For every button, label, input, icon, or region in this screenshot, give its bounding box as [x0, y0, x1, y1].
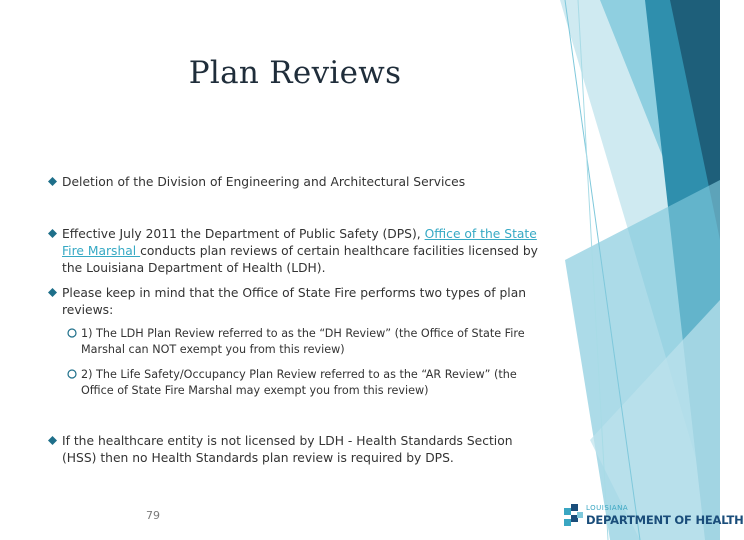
fire-marshal-link[interactable]: Office of the State Fire Marshal: [62, 227, 537, 258]
bullet-item: [62, 433, 540, 467]
bullet-item: [62, 285, 540, 319]
page-number: 79: [146, 509, 160, 522]
ldh-mark-icon: [564, 504, 584, 530]
sub-bullet-item: [81, 326, 537, 358]
logo-state-text: LOUISIANA: [586, 504, 629, 512]
diamond-bullet-icon: [48, 177, 57, 186]
sub-bullet-item: [81, 367, 537, 399]
sub-bullet-text: 2) The Life Safety/Occupancy Plan Review referred to as the “AR Review” (the Office of State Fire Marshal may exempt you from this review): [81, 368, 517, 397]
circle-bullet-icon: [67, 328, 77, 338]
bullet-text: Please keep in mind that the Office of State Fire performs two types of plan reviews:: [62, 286, 527, 317]
slide-title: Plan Reviews: [188, 55, 402, 91]
ldh-logo: [564, 502, 744, 532]
diamond-bullet-icon: [48, 288, 57, 297]
bullet-item: [62, 226, 540, 277]
diamond-bullet-icon: [48, 436, 57, 445]
logo-department-text: DEPARTMENT OF HEALTH: [586, 513, 744, 527]
circle-bullet-icon: [67, 369, 77, 379]
bullet-text-continued: conducts plan reviews of certain healthcare facilities licensed by the Louisiana Department of Health (LDH).: [62, 244, 538, 275]
bullet-text: Deletion of the Division of Engineering and Architectural Services: [62, 175, 466, 189]
diamond-bullet-icon: [48, 229, 57, 238]
sub-bullet-text: 1) The LDH Plan Review referred to as the “DH Review” (the Office of State Fire Marshal can NOT exempt you from this review): [81, 327, 525, 356]
bullet-text: Effective July 2011 the Department of Public Safety (DPS),: [62, 227, 425, 241]
bullet-text: If the healthcare entity is not licensed by LDH - Health Standards Section (HSS) then no Health Standards plan review is required by DPS.: [62, 434, 513, 465]
bullet-item: [62, 174, 540, 191]
